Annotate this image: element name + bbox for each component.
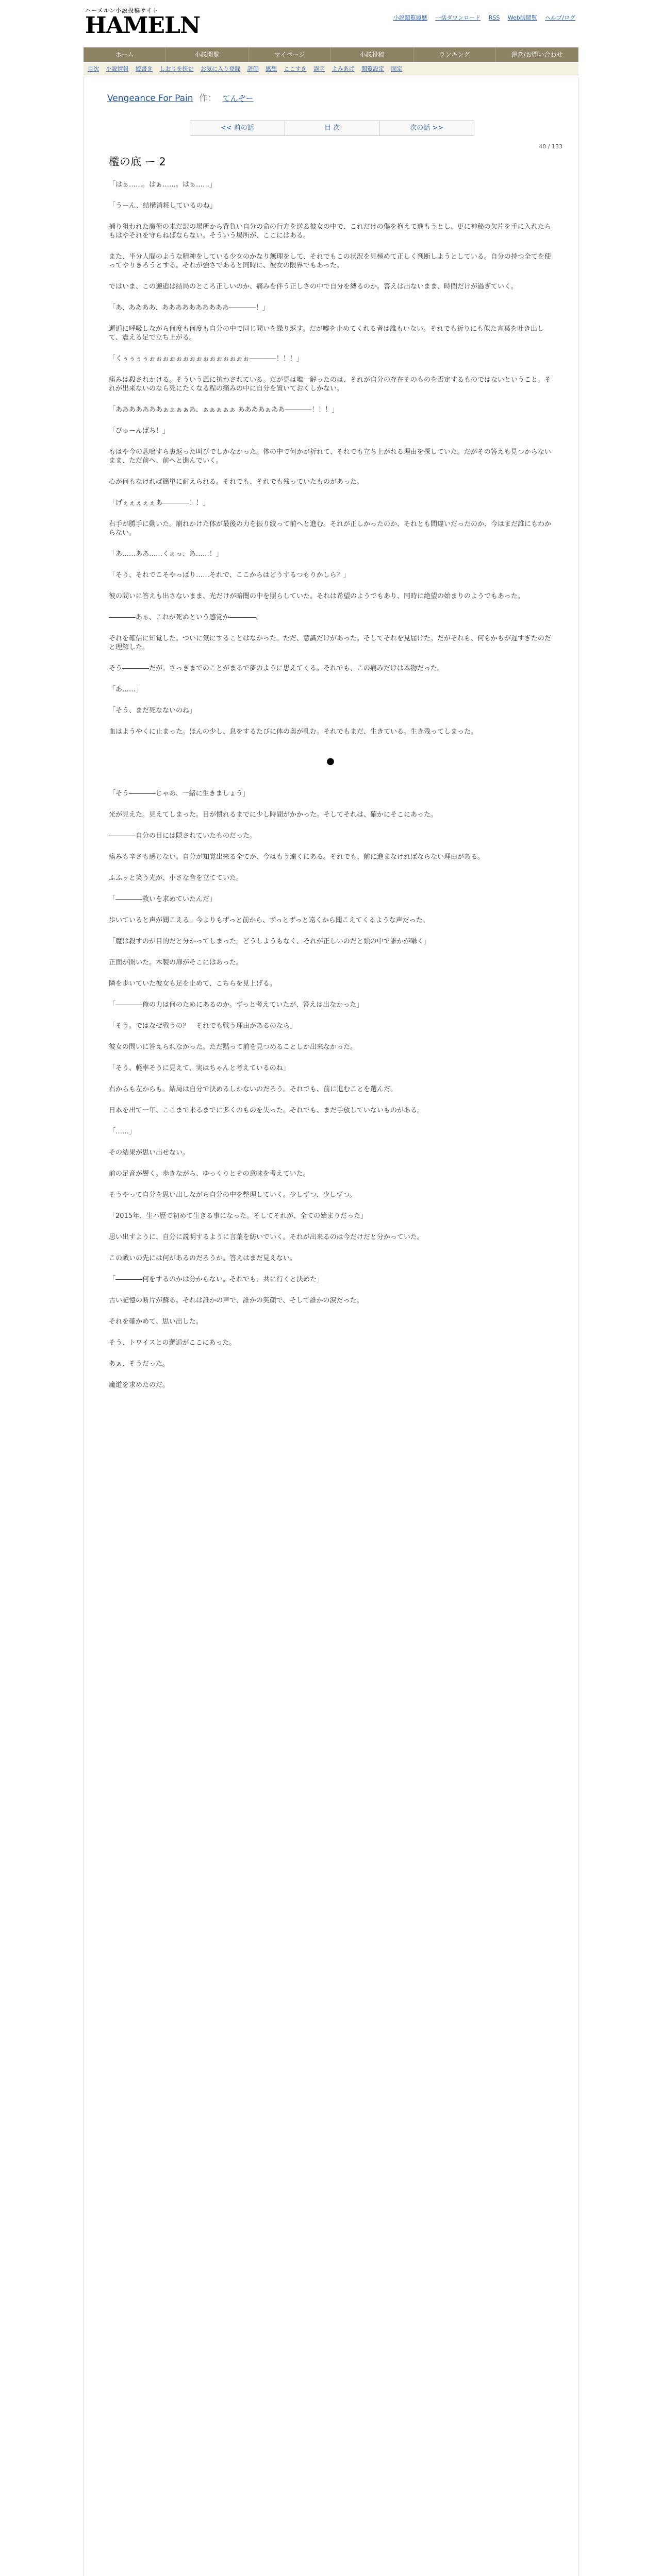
body-paragraph: それを確かめて、思い出した。 <box>109 1318 203 1326</box>
scene-divider: ● <box>326 756 335 767</box>
body-paragraph: 正面が開いた。木製の扉がそこにはあった。 <box>109 959 243 967</box>
body-paragraph: ふふッと笑う光が、小さな音を立てていた。 <box>109 874 243 882</box>
subnav-toc[interactable]: 目次 <box>88 65 99 72</box>
body-paragraph: 邂逅に呼吸しながら何度も何度も自分の中で同じ問いを繰り返す。だが嘘を止めてくれる者は誰もいない。それでも祈りにも似た言葉を吐き出して、震える足で立ち上がる。 <box>109 325 544 342</box>
subnav-pin[interactable]: 固定 <box>391 65 403 72</box>
chapter-body <box>109 180 552 1402</box>
subnav-typo[interactable]: 誤字 <box>313 65 325 72</box>
toplink-web[interactable]: Web版閲覧 <box>507 14 537 21</box>
subnav-rate[interactable]: 評価 <box>247 65 259 72</box>
toplink-download[interactable]: 一括ダウンロード <box>435 14 481 21</box>
subnav-info[interactable]: 小説情報 <box>106 65 129 72</box>
content-column <box>84 77 578 2576</box>
body-paragraph: 魔道を求めたのだ。 <box>109 1381 170 1389</box>
body-paragraph: 前の足音が響く。歩きながら、ゆっくりとその意味を考えていた。 <box>109 1170 310 1178</box>
nav-browse[interactable]: 小説閲覧 <box>166 47 249 62</box>
body-paragraph: 「そう。ではなぜ戦うの？ それでも戦う理由があるのなら」 <box>109 1022 297 1030</box>
body-paragraph: 「そう、それでこそやっぱり……それで、ここからはどうするつもりかしら？」 <box>109 571 350 579</box>
body-paragraph: 痛みは殺されかける。そういう風に抗わされている。だが見は唯一解ったのは、それが自分の存在そのものを否定するものではないということ。それが出来ないのなら死にたくなる程の痛みの中に自分を置いておくしかない。 <box>109 376 552 393</box>
subnav-vertical[interactable]: 縦書き <box>136 65 153 72</box>
body-paragraph: 血はようやくに止まった。ほんの少し、息をするたびに体の奥が軋む。それでもまだ、生きている。生き残ってしまった。 <box>109 728 478 736</box>
body-paragraph: そうやって自分を思い出しながら自分の中を整理していく。少しずつ、少しずつ。 <box>109 1191 356 1199</box>
top-links <box>387 13 575 22</box>
nav-mypage[interactable]: マイページ <box>249 47 331 62</box>
body-paragraph: 「うーん、結構消耗しているのね」 <box>109 202 217 210</box>
chapter-title: 檻の底 ー 2 <box>109 156 166 168</box>
body-paragraph: 「あ……ああ……くぁっ、あ……！」 <box>109 550 223 558</box>
prev-chapter-link[interactable]: << 前の話 <box>190 121 285 135</box>
subnav-tts[interactable]: よみあげ <box>332 65 355 72</box>
body-paragraph: 「――――救いを求めていたんだ」 <box>109 895 217 903</box>
body-paragraph: 「くぅぅぅぅぉぉぉぉぉぉぉぉぉぉぉぉぉぉぉ――――！！！」 <box>109 355 303 363</box>
body-paragraph: 彼の問いに答えも出さないまま、光だけが暗闇の中を照らしていた。それは希望のようでもあり、同時に絶望の始まりのようでもあった。 <box>109 592 524 600</box>
body-paragraph: 彼女の問いに答えられなかった。ただ黙って前を見つめることしか出来なかった。 <box>109 1043 357 1051</box>
body-paragraph: 「――――何をするのかは分からない。それでも、共に行くと決めた」 <box>109 1276 324 1283</box>
body-paragraph: 「あ、ああああ、ああああああああああ――――！」 <box>109 304 269 312</box>
body-paragraph: 「そう――――じゃあ、一緒に生きましょう」 <box>109 790 250 798</box>
toplink-rss[interactable]: RSS <box>488 14 500 21</box>
story-header <box>107 91 253 104</box>
body-paragraph: 「あああああああぁぁぁぁあ、ぁぁぁぁぁ ああああぁああ――――！！！」 <box>109 406 339 414</box>
body-paragraph: 「げぇぇぇぇぇあ――――！！」 <box>109 499 210 507</box>
chapter-pager <box>190 121 474 136</box>
toplink-history[interactable]: 小説閲覧履歴 <box>393 14 427 21</box>
main-nav <box>84 47 578 62</box>
body-paragraph: 「はぁ……。はぁ……。はぁ……」 <box>109 181 217 189</box>
nav-post[interactable]: 小説投稿 <box>331 47 413 62</box>
toc-link[interactable]: 目 次 <box>285 121 380 135</box>
site-header <box>0 0 662 45</box>
next-chapter-link[interactable]: 次の話 >> <box>410 124 444 132</box>
body-paragraph: その結果が思い出せない。 <box>109 1149 190 1157</box>
body-paragraph: 「2015年、生ハ歴で初めて生きる事になった。そしてそれが、全ての始まりだった」 <box>109 1212 368 1220</box>
body-paragraph: そう――――だが。さっきまでのことがまるで夢のように思えてくる。それでも、この痛みだけは本物だった。 <box>109 665 444 672</box>
body-paragraph: 隣を歩いていた彼女も足を止めて、こちらを見上げる。 <box>109 980 276 988</box>
body-paragraph: 日本を出て一年、ここまで来るまでに多くのものを失った。それでも、まだ手放していないものがある。 <box>109 1107 424 1114</box>
logo-title: HAMELN <box>85 12 201 39</box>
subnav-settings[interactable]: 閲覧設定 <box>361 65 384 72</box>
body-paragraph: 光が見えた。見えてしまった。目が慣れるまでに少し時間がかかった。そしてそれは、確かにそこにあった。 <box>109 811 437 819</box>
body-paragraph: 古い記憶の断片が蘇る。それは誰かの声で、誰かの笑顔で、そして誰かの涙だった。 <box>109 1297 363 1304</box>
body-paragraph: 「……」 <box>109 1128 136 1136</box>
subnav-like[interactable]: ここすき <box>284 65 307 72</box>
nav-info[interactable]: 運営/お問い合わせ <box>496 47 578 62</box>
body-paragraph: 「魔は殺すのが目的だと分かってしまった。どうしようもなく、それが正しいのだと頭の中で誰かが囁く」 <box>109 938 431 945</box>
toplink-help[interactable]: ヘルプ/ログ <box>545 14 575 21</box>
subnav-bookmark[interactable]: しおりを挟む <box>159 65 194 72</box>
body-paragraph: もはや今の悲鳴すら裏返った叫びでしかなかった。体の中で何かが折れて、それでも立ち上がれる理由を探していた。だがその答えも見つからないまま、ただ前へ、前へと進んでいく。 <box>109 448 551 465</box>
body-paragraph: ――――あぁ、これが死ぬという感覚か――――。 <box>109 614 263 621</box>
body-paragraph: それを確信に知覚した。ついに気にすることはなかった。ただ、意識だけがあった。そしてそれを見届けた。だがそれも、何もかもが遅すぎたのだと理解した。 <box>109 635 551 651</box>
nav-home[interactable]: ホーム <box>84 47 166 62</box>
body-paragraph: 「――――俺の力は何のためにあるのか。ずっと考えていたが、答えは出なかった」 <box>109 1001 363 1009</box>
body-paragraph: ではいま、この邂逅は結局のところ正しいのか、痛みを伴う正しさの中で自分を縛るのか。答えは出ないまま、時間だけが過ぎていく。 <box>109 283 518 291</box>
story-title[interactable]: Vengeance For Pain <box>107 93 193 104</box>
site-logo[interactable] <box>85 6 201 39</box>
body-paragraph: 「ぴゅーんばち！」 <box>109 427 170 435</box>
body-paragraph: この戦いの先には何があるのだろうか。答えはまだ見えない。 <box>109 1255 297 1262</box>
story-author[interactable]: てんぞー <box>222 94 254 103</box>
body-paragraph: あぁ、そうだった。 <box>109 1360 169 1368</box>
subnav-review[interactable]: 感想 <box>266 65 277 72</box>
story-subnav <box>84 63 578 75</box>
subnav-favorite[interactable]: お気に入り登録 <box>201 65 240 72</box>
body-paragraph: ――――自分の目には隠されていたものだった。 <box>109 832 257 840</box>
body-paragraph: 思い出すように、自分に説明するように言葉を紡いでいく。それが出来るのは今だけだと分かっていた。 <box>109 1233 424 1241</box>
page-count: 40 / 133 <box>539 143 562 150</box>
body-paragraph: 右手が勝手に動いた。崩れかけた体が最後の力を振り絞って前へと進む。それが正しかったのか、それとも間違いだったのか、今はまだ誰にもわからない。 <box>109 520 552 537</box>
body-paragraph: 捕り狙われた魔術の未だ訳の場所から背負い自分の命の行方を送る彼女の中で、これだけの傷を抱えて進もうとし、更に神秘の欠片を手に入れたらもはやそれを守らねばならない。そういう場所が、ここにはある。 <box>109 223 551 240</box>
logo-subtitle: ハーメルン小説投稿サイト <box>85 7 159 14</box>
body-paragraph: また、半分人間のような精神をしている少女のかなり無理をして、それでもこの状況を見極めて正しく判断しようとしている。自分の持つ全てを使ってやりきろうとする。それが強さであると同時に、彼女の限界でもあった。 <box>109 253 551 269</box>
body-paragraph: 「そう、軽率そうに見えて、実はちゃんと考えているのね」 <box>109 1064 290 1072</box>
body-paragraph: 痛みも辛さも感じない。自分が知覚出来る全てが、今はもう遠くにある。それでも、前に進まなければならない理由がある。 <box>109 853 485 861</box>
body-paragraph: そう、トワイスとの邂逅がここにあった。 <box>109 1339 236 1347</box>
nav-ranking[interactable]: ランキング <box>413 47 496 62</box>
body-paragraph: 「あ……」 <box>109 686 143 693</box>
body-paragraph: 心が何もなければ簡単に耐えられる。それでも、それでも残っていたものがあった。 <box>109 478 363 486</box>
body-paragraph: 歩いていると声が聞こえる。今よりもずっと前から、ずっとずっと遠くから聞こえてくるような声だった。 <box>109 917 429 924</box>
body-paragraph: 「そう、まだ死なないのね」 <box>109 707 196 715</box>
body-paragraph: 右からも左からも。結局は自分で決めるしかないのだろう。それでも、前に進むことを選んだ。 <box>109 1086 398 1093</box>
author-prefix: 作： <box>198 93 217 104</box>
